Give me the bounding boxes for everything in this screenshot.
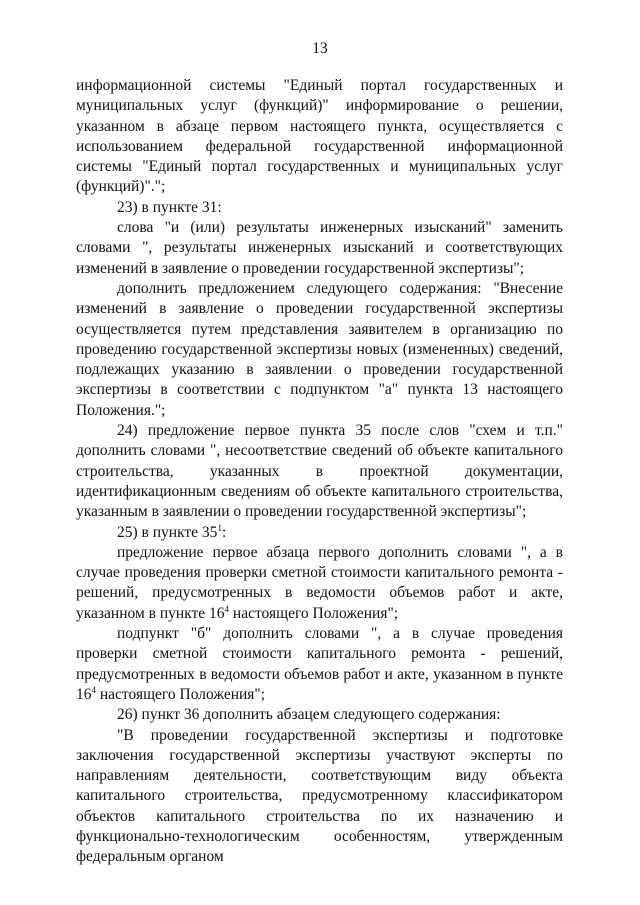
superscript: 1 <box>217 522 222 533</box>
superscript: 4 <box>91 684 96 695</box>
paragraph-text: "В проведении государственной экспертизы и подготовке заключения государственной экспертизы участвуют эксперты по направлениям деятельности, соответствующим виду объекта капитального строительства, предусмотренному классификатором объектов капитального строительства по их назначению и функционально-технологическим особенностям, утвержденным федеральным органом <box>76 726 563 866</box>
paragraph-text: дополнить предложением следующего содержания: "Внесение изменений в заявление о проведении государственной экспертизы осуществляется путем представления заявителем в организацию по проведению государственной экспертизы новых (измененных) сведений, подлежащих указанию в заявлении о проведении государственной экспертизы в соответствии с подпунктом "а" пункта 13 настоящего Положения."; <box>76 279 563 419</box>
paragraph-text: 25) в пункте 35 <box>117 523 218 541</box>
paragraph-text: информационной системы "Единый портал государственных и муниципальных услуг (функций)" информирование о решении, указанном в абзаце первом настоящего пункта, осуществляется с использованием федеральной государственной информационной системы "Единый портал государственных и муниципальных услуг (функций)"."; <box>76 77 563 196</box>
paragraph <box>76 279 563 421</box>
paragraph-text: предложение первое абзаца первого дополнить словами ", а в случае проведения проверки сметной стоимости капитального ремонта - решений, предусмотренных в ведомости объемов работ и акте, указанном в пункте 16 <box>76 543 563 622</box>
paragraph-text: 24) предложение первое пункта 35 после слов "схем и т.п." дополнить словами ", несоответствие сведений об объекте капитального строительства, указанных в проектной документации, идентификационным сведениям об объекте капитального строительства, указанным в заявлении о проведении государственной экспертизы"; <box>76 422 563 521</box>
paragraph-text: слова "и (или) результаты инженерных изысканий" заменить словами ", результаты инженерных изысканий и соответствующих изменений в заявление о проведении государственной экспертизы"; <box>76 219 563 277</box>
paragraph-text: 26) пункт 36 дополнить абзацем следующего содержания: <box>117 706 501 724</box>
superscript: 4 <box>224 603 230 614</box>
paragraph-text: 23) в пункте 31: <box>117 198 222 216</box>
paragraph-text: подпункт "б" дополнить словами ", а в случае проведения проверки сметной стоимости капитального ремонта - решений, предусмотренных в ведомости объемов работ и акте, указанном в пункте 16 <box>76 625 563 703</box>
paragraph-text: настоящего Положения"; <box>229 604 399 622</box>
document-body <box>76 76 563 868</box>
paragraph <box>76 726 563 868</box>
paragraph <box>76 523 563 543</box>
paragraph-text: : <box>221 523 227 541</box>
paragraph-text: настоящего Положения"; <box>96 685 266 703</box>
paragraph <box>76 198 563 218</box>
paragraph <box>76 421 563 522</box>
paragraph <box>76 624 563 705</box>
paragraph <box>76 543 563 624</box>
paragraph <box>76 218 563 279</box>
page-number: 13 <box>312 40 328 57</box>
paragraph <box>76 705 563 725</box>
paragraph <box>76 76 563 198</box>
